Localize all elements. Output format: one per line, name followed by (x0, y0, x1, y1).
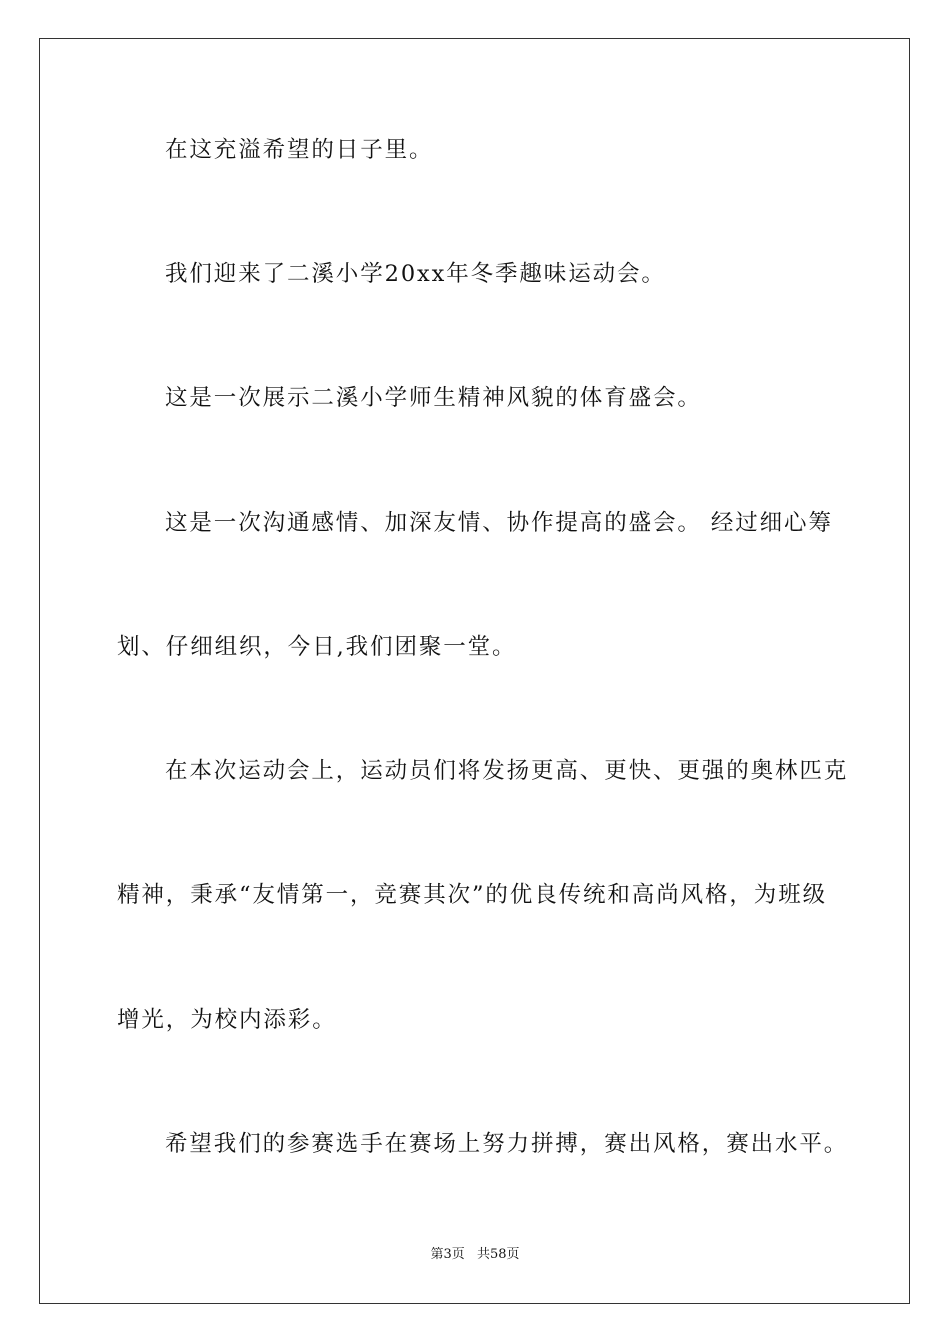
paragraph-line: 在本次运动会上，运动员们将发扬更高、更快、更强的奥林匹克 (165, 758, 849, 784)
paragraph-line: 我们迎来了二溪小学20xx年冬季趣味运动会。 (165, 261, 666, 287)
paragraph-line: 精神，秉承“友情第一，竞赛其次”的优良传统和高尚风格，为班级 (117, 882, 828, 908)
page-total: 共58页 (476, 1247, 520, 1262)
paragraph-line: 划、仔细组织，今日,我们团聚一堂。 (117, 634, 517, 660)
paragraph-line: 增光，为校内添彩。 (117, 1007, 337, 1033)
paragraph-line: 在这充溢希望的日子里。 (165, 137, 434, 163)
page-footer (0, 1246, 950, 1264)
page-number: 第3页 (430, 1247, 465, 1262)
page-frame (39, 38, 910, 1304)
paragraph-line: 这是一次沟通感情、加深友情、协作提高的盛会。 经过细心筹 (165, 510, 833, 536)
paragraph-line: 希望我们的参赛选手在赛场上努力拼搏，赛出风格，赛出水平。 (165, 1131, 849, 1157)
paragraph-line: 这是一次展示二溪小学师生精神风貌的体育盛会。 (165, 385, 702, 411)
